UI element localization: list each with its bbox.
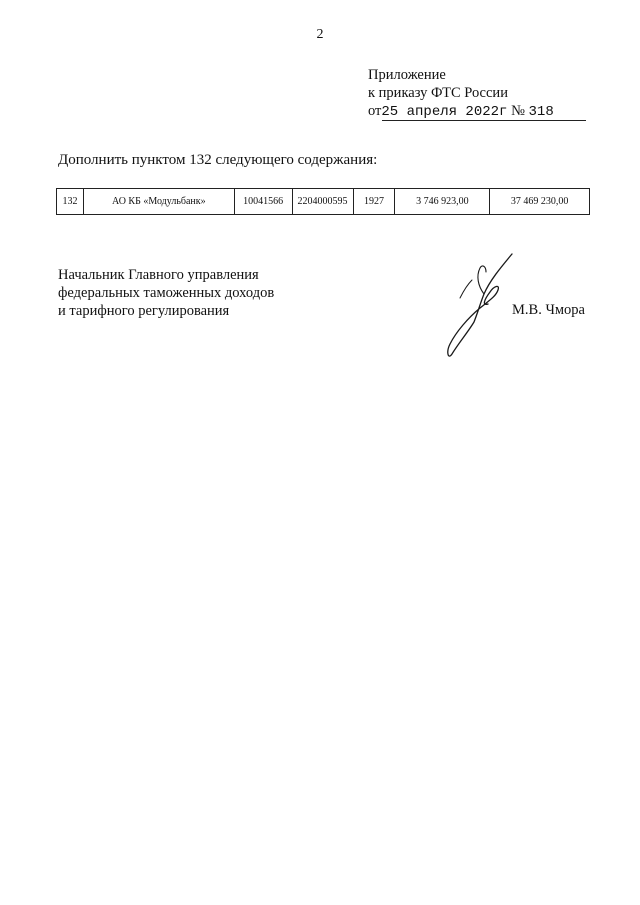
cell-inn: 2204000595 [292, 189, 353, 215]
appendix-order-ref: к приказу ФТС России [368, 85, 508, 101]
cell-bank-name: АО КБ «Модульбанк» [83, 189, 234, 215]
cell-amount-2: 37 469 230,00 [490, 189, 590, 215]
number-sign: № [511, 103, 525, 119]
signer-title-line-1: Начальник Главного управления [58, 267, 259, 283]
cell-license: 1927 [353, 189, 395, 215]
appendix-title: Приложение [368, 67, 446, 83]
signer-name: М.В. Чмора [512, 302, 585, 318]
intro-text: Дополнить пунктом 132 следующего содержания: [58, 152, 378, 168]
cell-amount-1: 3 746 923,00 [395, 189, 490, 215]
signer-title [58, 266, 274, 320]
appendix-date-line [368, 102, 586, 121]
date-prefix: от [368, 103, 382, 119]
order-number: 318 [528, 104, 554, 120]
signer-title-line-3: и тарифного регулирования [58, 303, 230, 319]
page-number: 2 [316, 27, 324, 42]
order-date: 25 апреля 2022г [381, 104, 508, 120]
data-table [56, 188, 590, 215]
signer-title-line-2: федеральных таможенных доходов [58, 285, 275, 301]
cell-number: 132 [57, 189, 84, 215]
date-underline [382, 120, 586, 121]
table-row [57, 189, 590, 215]
cell-code: 10041566 [234, 189, 292, 215]
appendix-header [368, 66, 586, 121]
